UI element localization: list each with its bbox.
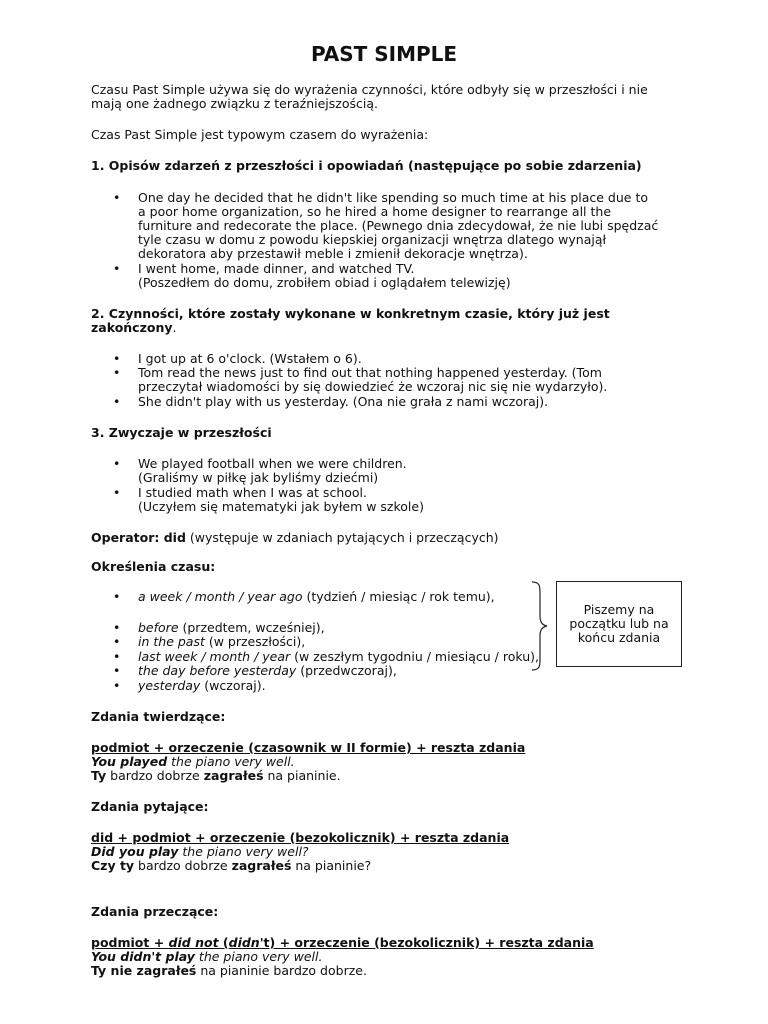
bullet: • bbox=[113, 261, 121, 276]
example-pl-text: bardzo dobrze bbox=[134, 858, 232, 873]
time-expressions-heading: Określenia czasu: bbox=[91, 559, 216, 574]
list-item-line: I went home, made dinner, and watched TV. bbox=[138, 261, 415, 276]
example-pl-text: na pianinie? bbox=[291, 858, 372, 873]
time-expression-en: a week / month / year ago bbox=[138, 589, 303, 604]
time-expression-item bbox=[138, 679, 266, 693]
bullet: • bbox=[113, 456, 121, 471]
time-expression-en: before bbox=[138, 620, 179, 635]
time-expression-en: in the past bbox=[138, 634, 205, 649]
operator-line bbox=[91, 531, 499, 545]
note-box bbox=[556, 581, 682, 667]
time-expression-item bbox=[138, 635, 305, 649]
negative-heading: Zdania przeczące: bbox=[91, 904, 219, 919]
formula-part: didn bbox=[228, 935, 260, 950]
bullet: • bbox=[113, 620, 121, 635]
operator-note: (występuje w zdaniach pytających i przeczących) bbox=[185, 530, 499, 545]
example-bold: You played bbox=[91, 754, 168, 769]
list-item-line: tyle czasu w domu z powodu kiepskiej organizacji wnętrza dlatego wynajął bbox=[138, 232, 607, 247]
list-item-line: I studied math when I was at school. bbox=[138, 485, 367, 500]
time-expression-item bbox=[138, 650, 539, 664]
example-pl-subject: Ty nie zagrałeś bbox=[91, 963, 197, 978]
time-expression-item bbox=[138, 621, 325, 635]
list-item-line: She didn't play with us yesterday. (Ona nie grała z nami wczoraj). bbox=[138, 394, 549, 409]
bullet: • bbox=[113, 485, 121, 500]
time-expression-pl: (wczoraj). bbox=[200, 678, 266, 693]
intro-line-1: Czasu Past Simple używa się do wyrażenia czynności, które odbyły się w przeszłości i nie bbox=[91, 82, 648, 97]
list-item-line: (Uczyłem się matematyki jak byłem w szkole) bbox=[138, 499, 424, 514]
list-item-line: dekoratora aby przestawił meble i zmienił dekoracje wnętrza). bbox=[138, 246, 528, 261]
affirmative-heading: Zdania twierdzące: bbox=[91, 709, 226, 724]
negative-example-pl bbox=[91, 964, 367, 978]
list-item-line: przeczytał wiadomości by się dowiedzieć że wczoraj nic się nie wydarzyło). bbox=[138, 379, 608, 394]
time-expression-en: the day before yesterday bbox=[138, 663, 297, 678]
bullet: • bbox=[113, 649, 121, 664]
formula-part: did not bbox=[168, 935, 219, 950]
interrogative-example-en bbox=[91, 845, 309, 859]
section-2-heading-line-1: 2. Czynności, które zostały wykonane w konkretnym czasie, który już jest bbox=[91, 306, 610, 321]
section-2-heading-period: . bbox=[172, 320, 177, 335]
section-3-heading: 3. Zwyczaje w przeszłości bbox=[91, 425, 272, 440]
time-expression-pl: (tydzień / miesiąc / rok temu), bbox=[302, 589, 495, 604]
affirmative-example-pl bbox=[91, 769, 341, 783]
formula-part: podmiot + bbox=[91, 935, 169, 950]
bullet: • bbox=[113, 663, 121, 678]
list-item-line: One day he decided that he didn't like spending so much time at his place due to bbox=[138, 190, 649, 205]
page-title: PAST SIMPLE bbox=[310, 42, 458, 66]
bullet: • bbox=[113, 678, 121, 693]
example-pl-text: na pianinie. bbox=[263, 768, 341, 783]
time-expression-pl: (przedwczoraj), bbox=[296, 663, 397, 678]
time-expression-pl: (w przeszłości), bbox=[204, 634, 306, 649]
list-item-line: (Graliśmy w piłkę jak byliśmy dziećmi) bbox=[138, 470, 379, 485]
example-rest: the piano very well. bbox=[167, 754, 295, 769]
time-expression-pl: (przedtem, wcześniej), bbox=[178, 620, 325, 635]
list-item-line: furniture and redecorate the place. (Pewnego dnia zdecydował, że nie lubi spędzać bbox=[138, 218, 659, 233]
example-bold: You didn't play bbox=[91, 949, 195, 964]
bullet: • bbox=[113, 365, 121, 380]
bullet: • bbox=[113, 351, 121, 366]
intro-line-3: Czas Past Simple jest typowym czasem do wyrażenia: bbox=[91, 127, 429, 142]
formula-part: 't) + orzeczenie (bezokolicznik) + reszta zdania bbox=[259, 935, 594, 950]
interrogative-heading: Zdania pytające: bbox=[91, 799, 209, 814]
list-item-line: (Poszedłem do domu, zrobiłem obiad i oglądałem telewizję) bbox=[138, 275, 511, 290]
negative-formula bbox=[91, 936, 594, 950]
example-pl-subject: Czy ty bbox=[91, 858, 135, 873]
example-pl-verb: zagrałeś bbox=[203, 768, 264, 783]
example-pl-text: na pianinie bardzo dobrze. bbox=[196, 963, 367, 978]
interrogative-example-pl bbox=[91, 859, 371, 873]
example-rest: the piano very well? bbox=[178, 844, 309, 859]
bullet: • bbox=[113, 190, 121, 205]
formula-part: ( bbox=[218, 935, 229, 950]
negative-example-en bbox=[91, 950, 322, 964]
operator-label: Operator: did bbox=[91, 530, 186, 545]
time-expression-pl: (w zeszłym tygodniu / miesiącu / roku), bbox=[290, 649, 539, 664]
example-pl-text: bardzo dobrze bbox=[106, 768, 204, 783]
example-rest: the piano very well. bbox=[194, 949, 323, 964]
time-expression-item bbox=[138, 590, 495, 604]
time-expression-en: yesterday bbox=[138, 678, 201, 693]
bullet: • bbox=[113, 394, 121, 409]
intro-line-2: mają one żadnego związku z teraźniejszością. bbox=[91, 96, 378, 111]
example-bold: Did you play bbox=[91, 844, 179, 859]
section-2-heading-line-2 bbox=[91, 321, 176, 335]
list-item-line: Tom read the news just to find out that nothing happened yesterday. (Tom bbox=[138, 365, 602, 380]
example-pl-verb: zagrałeś bbox=[231, 858, 292, 873]
section-2-heading-bold: zakończony bbox=[91, 320, 173, 335]
note-box-line: końcu zdania bbox=[577, 630, 661, 645]
example-pl-subject: Ty bbox=[91, 768, 107, 783]
time-expression-en: last week / month / year bbox=[138, 649, 291, 664]
curly-brace-icon bbox=[528, 580, 550, 672]
list-item-line: We played football when we were children. bbox=[138, 456, 407, 471]
note-box-line: Piszemy na bbox=[583, 602, 655, 617]
list-item-line: I got up at 6 o'clock. (Wstałem o 6). bbox=[138, 351, 362, 366]
affirmative-example-en bbox=[91, 755, 295, 769]
bullet: • bbox=[113, 634, 121, 649]
section-1-heading: 1. Opisów zdarzeń z przeszłości i opowiadań (następujące po sobie zdarzenia) bbox=[91, 158, 642, 173]
list-item-line: a poor home organization, so he hired a home designer to rearrange all the bbox=[138, 204, 612, 219]
affirmative-formula: podmiot + orzeczenie (czasownik w II formie) + reszta zdania bbox=[91, 740, 526, 755]
note-box-line: początku lub na bbox=[569, 616, 669, 631]
bullet: • bbox=[113, 589, 121, 604]
time-expression-item bbox=[138, 664, 397, 678]
interrogative-formula: did + podmiot + orzeczenie (bezokolicznik) + reszta zdania bbox=[91, 830, 510, 845]
